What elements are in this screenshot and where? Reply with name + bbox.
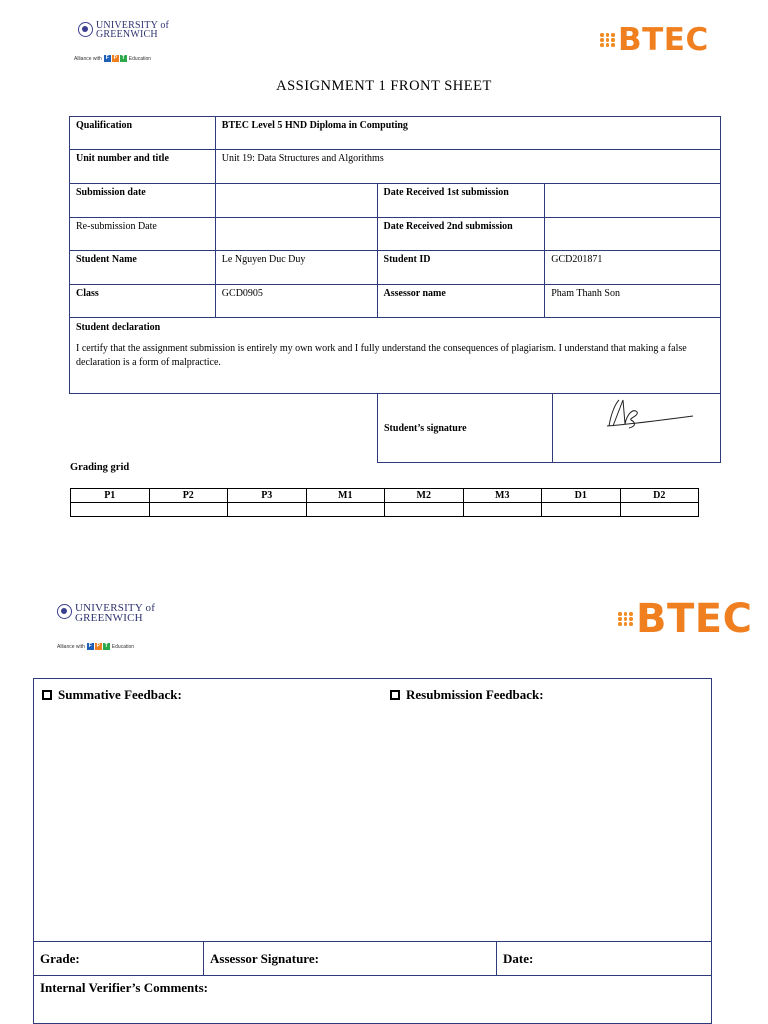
btec-wordmark: BTEC bbox=[618, 22, 709, 58]
page-title: ASSIGNMENT 1 FRONT SHEET bbox=[276, 78, 492, 94]
declaration-label: Student declaration bbox=[76, 322, 161, 333]
divider bbox=[203, 941, 204, 975]
date-received-2-value bbox=[545, 218, 721, 251]
resubmission-date-label: Re-submission Date bbox=[70, 218, 216, 251]
fpt-logo: F P T bbox=[105, 55, 125, 61]
date-label: Date: bbox=[503, 951, 534, 966]
student-signature-box bbox=[377, 393, 721, 463]
grade-cell-p3 bbox=[228, 503, 307, 517]
internal-verifier-comments-label: Internal Verifier’s Comments: bbox=[40, 980, 208, 995]
resubmission-date-value bbox=[215, 218, 377, 251]
grade-header-p2: P2 bbox=[149, 489, 228, 503]
qualification-label: Qualification bbox=[70, 117, 216, 150]
university-of-greenwich-logo bbox=[78, 21, 169, 39]
date-received-2-label: Date Received 2nd submission bbox=[377, 218, 545, 251]
student-name-label: Student Name bbox=[70, 251, 216, 285]
grade-cell-d1 bbox=[542, 503, 621, 517]
student-name-value: Le Nguyen Duc Duy bbox=[215, 251, 377, 285]
grade-label: Grade: bbox=[40, 951, 80, 966]
alliance-line-2: Alliance with F P T Education bbox=[57, 643, 135, 650]
divider bbox=[34, 975, 711, 976]
unit-label: Unit number and title bbox=[70, 150, 216, 184]
btec-dots-icon bbox=[600, 33, 615, 47]
checkbox-icon[interactable] bbox=[42, 690, 52, 700]
submission-date-value bbox=[215, 184, 377, 218]
btec-logo bbox=[600, 22, 709, 58]
divider bbox=[34, 941, 711, 942]
grade-cell-m2 bbox=[385, 503, 464, 517]
grade-cell-p2 bbox=[149, 503, 228, 517]
checkbox-icon[interactable] bbox=[390, 690, 400, 700]
grade-header-m3: M3 bbox=[463, 489, 542, 503]
date-received-1-value bbox=[545, 184, 721, 218]
grade-header-d2: D2 bbox=[620, 489, 699, 503]
grade-cell-d2 bbox=[620, 503, 699, 517]
university-line1: UNIVERSITY of bbox=[96, 20, 170, 31]
btec-wordmark: BTEC bbox=[636, 596, 753, 642]
unit-value: Unit 19: Data Structures and Algorithms bbox=[215, 150, 720, 184]
crest-icon bbox=[57, 604, 72, 619]
summative-feedback-label: Summative Feedback: bbox=[42, 687, 182, 703]
university-of-greenwich-logo-2 bbox=[57, 603, 155, 623]
grading-grid-table bbox=[70, 488, 699, 517]
student-id-label: Student ID bbox=[377, 251, 545, 285]
grade-header-p1: P1 bbox=[71, 489, 150, 503]
university-line2: GREENWICH bbox=[96, 29, 158, 40]
assessor-value: Pham Thanh Son bbox=[545, 285, 721, 318]
resubmission-feedback-label: Resubmission Feedback: bbox=[390, 687, 544, 703]
signature-area bbox=[553, 394, 720, 462]
grade-header-p3: P3 bbox=[228, 489, 307, 503]
assessor-signature-label: Assessor Signature: bbox=[210, 951, 319, 966]
grading-grid-title: Grading grid bbox=[70, 462, 130, 473]
grade-header-m2: M2 bbox=[385, 489, 464, 503]
student-declaration-box bbox=[69, 317, 721, 394]
fpt-logo: F P T bbox=[88, 643, 108, 649]
btec-logo-2 bbox=[618, 596, 752, 642]
class-value: GCD0905 bbox=[215, 285, 377, 318]
divider bbox=[496, 941, 497, 975]
submission-date-label: Submission date bbox=[70, 184, 216, 218]
qualification-value: BTEC Level 5 HND Diploma in Computing bbox=[215, 117, 720, 150]
assessor-label: Assessor name bbox=[377, 285, 545, 318]
grade-cell-m3 bbox=[463, 503, 542, 517]
crest-icon bbox=[78, 22, 93, 37]
grade-cell-m1 bbox=[306, 503, 385, 517]
university-line2: GREENWICH bbox=[75, 612, 143, 624]
date-received-1-label: Date Received 1st submission bbox=[377, 184, 545, 218]
handwritten-signature bbox=[553, 394, 729, 462]
declaration-text: I certify that the assignment submission is entirely my own work and I fully understand the consequences of plagiarism. I understand that making a false declaration is a form of malpractice. bbox=[76, 343, 687, 368]
class-label: Class bbox=[70, 285, 216, 318]
grade-cell-p1 bbox=[71, 503, 150, 517]
feedback-form bbox=[33, 678, 712, 1024]
student-id-value: GCD201871 bbox=[545, 251, 721, 285]
front-sheet-table bbox=[69, 116, 721, 318]
grade-header-m1: M1 bbox=[306, 489, 385, 503]
university-line1: UNIVERSITY of bbox=[75, 602, 156, 614]
signature-label: Student’s signature bbox=[378, 394, 553, 462]
grade-header-d1: D1 bbox=[542, 489, 621, 503]
alliance-line: Alliance with F P T Education bbox=[74, 55, 152, 62]
btec-dots-icon bbox=[618, 612, 633, 626]
